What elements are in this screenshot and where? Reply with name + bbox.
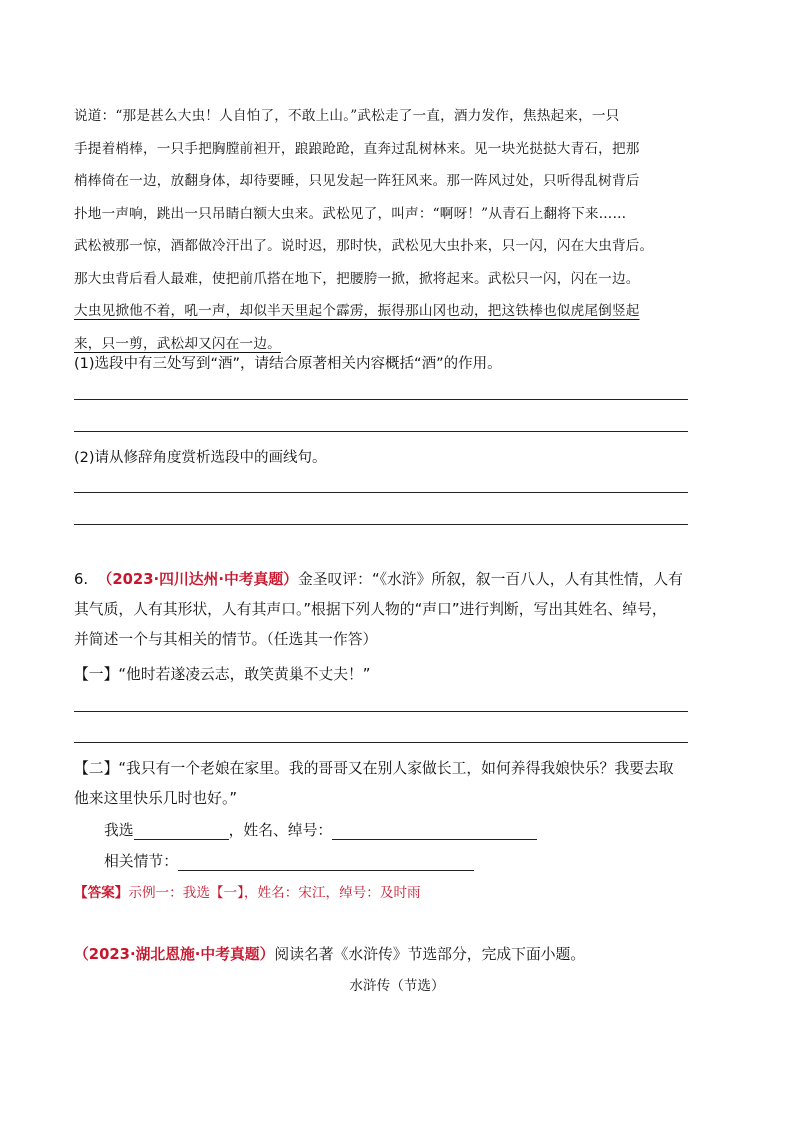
question-6 <box>74 565 734 655</box>
answer-tag: 【答案】 <box>74 885 129 901</box>
question-source: （2023·四川达州·中考真题） <box>97 571 298 588</box>
answer-line[interactable] <box>74 742 688 743</box>
option-2-line: 【二】“我只有一个老娘在家里。我的哥哥又在别人家做长工，如何养得我娘快乐？我要去取 <box>74 760 674 777</box>
underlined-sentence-line: 来，只一剪，武松却又闪在一边。 <box>74 335 281 352</box>
question-1: (1)选段中有三处写到“酒”，请结合原著相关内容概括“酒”的作用。 <box>74 356 502 372</box>
option-2-line: 他来这里快乐几时也好。” <box>74 790 238 807</box>
plot-blank[interactable] <box>178 852 474 871</box>
answer-text <box>74 881 421 901</box>
passage-line: 梢棒倚在一边，放翻身体，却待要睡，只见发起一阵狂风来。那一阵风过处，只听得乱树背后 <box>74 173 640 189</box>
fill-row-plot <box>104 850 474 871</box>
passage-line: 说道：“那是甚么大虫！人自怕了，不敢上山。”武松走了一直，酒力发作，焦热起来，一只 <box>74 108 620 124</box>
answer-line[interactable] <box>74 711 688 712</box>
question-6-line <box>74 565 734 595</box>
question-number: 6. <box>74 571 89 588</box>
question-6-line: 其气质，人有其形状，人有其声口。”根据下列人物的“声口”进行判断，写出其姓名、绰号， <box>74 601 667 618</box>
question-6-line: 并简述一个与其相关的情节。（任选其一作答） <box>74 631 378 648</box>
name-blank[interactable] <box>332 821 537 840</box>
fill-label-choose: 我选 <box>104 822 134 839</box>
fill-row-choice <box>104 819 537 840</box>
next-question-intro <box>74 943 585 964</box>
passage-line: 手提着梢棒，一只手把胸膛前袒开，踉踉跄跄，直奔过乱树林来。见一块光挞挞大青石，把那 <box>74 140 640 157</box>
answer-content: 示例一：我选【一】，姓名：宋江，绰号：及时雨 <box>128 885 421 901</box>
question-text: 阅读名著《水浒传》节选部分，完成下面小题。 <box>274 946 586 963</box>
choice-blank[interactable] <box>134 821 229 840</box>
question-text: 金圣叹评：“《水浒》所叙，叙一百八人，人有其性情，人有 <box>297 571 683 588</box>
fill-label-plot: 相关情节： <box>104 853 178 870</box>
question-2: (2)请从修辞角度赏析选段中的画线句。 <box>74 450 327 466</box>
fill-label-name: ，姓名、绰号： <box>228 822 333 839</box>
underlined-sentence-line: 大虫见掀他不着，吼一声，却似半天里起个霹雳，振得那山冈也动，把这铁棒也似虎尾倒竖起 <box>74 303 640 319</box>
passage-line: 武松被那一惊，酒都做冷汗出了。说时迟，那时快，武松见大虫扑来，只一闪，闪在大虫背后。 <box>74 238 654 254</box>
answer-line[interactable] <box>74 492 688 493</box>
passage-line: 那大虫背后看人最难，使把前爪搭在地下，把腰胯一掀，掀将起来。武松只一闪，闪在一边。 <box>74 270 640 287</box>
passage-line: 扑地一声响，跳出一只吊睛白额大虫来。武松见了，叫声：“啊呀！”从青石上翻将下来…… <box>74 205 627 222</box>
passage-excerpt <box>74 100 734 360</box>
excerpt-title: 水浒传（节选） <box>349 978 445 994</box>
answer-line[interactable] <box>74 431 688 432</box>
option-2 <box>74 754 734 814</box>
answer-line[interactable] <box>74 399 688 400</box>
answer-line[interactable] <box>74 524 688 525</box>
question-source: （2023·湖北恩施·中考真题） <box>74 946 275 963</box>
option-1: 【一】“他时若遂凌云志，敢笑黄巢不丈夫！” <box>74 666 371 683</box>
